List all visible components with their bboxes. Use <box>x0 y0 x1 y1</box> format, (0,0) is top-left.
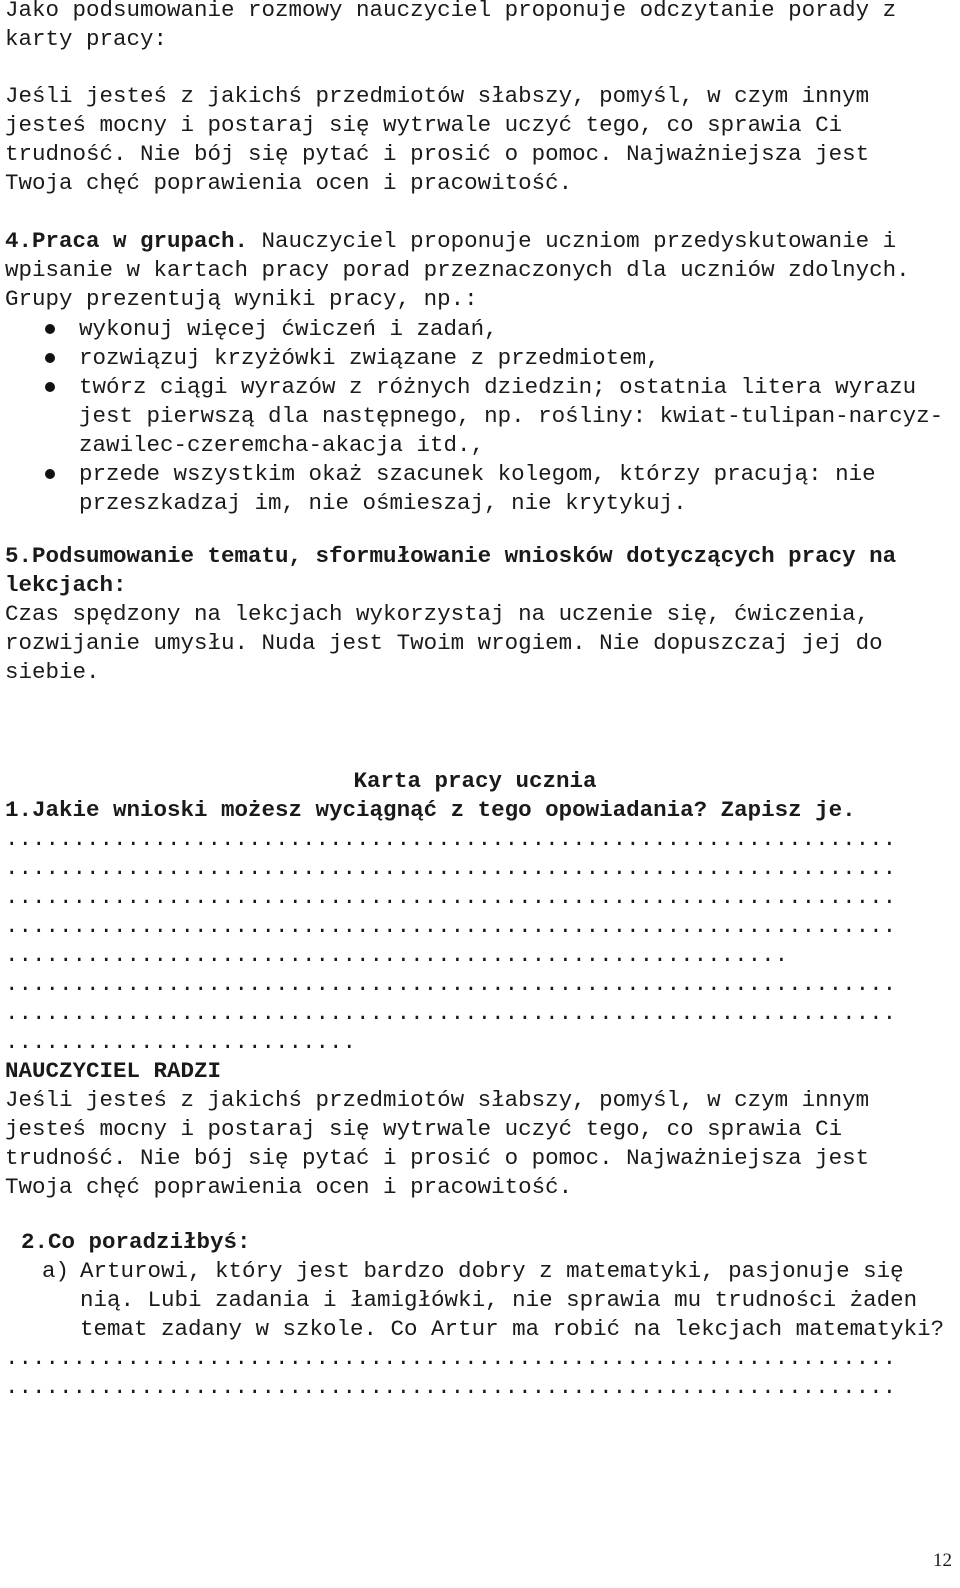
answer-line[interactable]: .................................................................. <box>5 855 897 881</box>
list-item: przede wszystkim okaż szacunek kolegom, którzy pracują: nie przeszkadzaj im, nie ośmieszaj, nie krytykuj. <box>5 460 945 518</box>
list-item: twórz ciągi wyrazów z różnych dziedzin; ostatnia litera wyrazu jest pierwszą dla następnego, np. rośliny: kwiat-tulipan-narcyz-zawilec-czeremcha-akacja itd., <box>5 373 945 460</box>
bullet-icon <box>45 382 55 392</box>
answer-line[interactable]: .................................................................. <box>5 913 897 939</box>
answer-lines-q1 <box>5 825 945 1057</box>
document-page <box>5 0 945 1402</box>
answer-line[interactable]: .................................................................. <box>5 884 897 910</box>
advice-list <box>5 315 945 518</box>
section-4-paragraph <box>5 227 945 314</box>
section-5-text: Czas spędzony na lekcjach wykorzystaj na uczenie się, ćwiczenia, rozwijanie umysłu. Nuda jest Twoim wrogiem. Nie dopuszczaj jej do siebie. <box>5 601 897 685</box>
answer-line[interactable]: .................................................................. <box>5 971 897 997</box>
answer-lines-q2a <box>5 1344 945 1402</box>
list-item: rozwiązuj krzyżówki związane z przedmiotem, <box>5 344 945 373</box>
answer-line[interactable]: .................................................................. <box>5 1374 897 1400</box>
page-number: 12 <box>933 1550 952 1571</box>
question-2a-label: a) <box>42 1258 70 1284</box>
intro-advice: Jeśli jesteś z jakichś przedmiotów słabszy, pomyśl, w czym innym jesteś mocny i postaraj się wytrwale uczyć tego, co sprawia Ci trudność. Nie bój się pytać i prosić o pomoc. Najważniejsza jest Twoja chęć poprawienia ocen i pracowitość. <box>5 83 883 196</box>
answer-line[interactable]: .................................................................. <box>5 1000 897 1026</box>
bullet-icon <box>45 353 55 363</box>
bullet-icon <box>45 469 55 479</box>
question-2: 2.Co poradziłbyś: <box>21 1229 251 1255</box>
bullet-icon <box>45 324 55 334</box>
intro-line: Jako podsumowanie rozmowy nauczyciel proponuje odczytanie porady z karty pracy: <box>5 0 910 52</box>
worksheet-title: Karta pracy ucznia <box>353 768 597 794</box>
section-4-text: Nauczyciel proponuje uczniom przedyskutowanie i wpisanie w kartach pracy porad przeznaczonych dla uczniów zdolnych. Grupy prezentują wyniki pracy, np.: <box>5 228 924 312</box>
question-1: 1.Jakie wnioski możesz wyciągnąć z tego opowiadania? Zapisz je. <box>5 797 856 823</box>
answer-line[interactable]: .................................................................. <box>5 826 897 852</box>
section-4-heading: 4.Praca w grupach. <box>5 228 249 254</box>
section-5-heading: 5.Podsumowanie tematu, sformułowanie wniosków dotyczących pracy na lekcjach: <box>5 543 910 598</box>
teacher-advice-heading: NAUCZYCIEL RADZI <box>5 1058 222 1084</box>
list-item: wykonuj więcej ćwiczeń i zadań, <box>5 315 945 344</box>
answer-line[interactable]: .......................................................... <box>5 942 789 968</box>
teacher-advice-text: Jeśli jesteś z jakichś przedmiotów słabszy, pomyśl, w czym innym jesteś mocny i postaraj się wytrwale uczyć tego, co sprawia Ci trudność. Nie bój się pytać i prosić o pomoc. Najważniejsza jest Twoja chęć poprawienia ocen i pracowitość. <box>5 1087 883 1200</box>
question-2a <box>5 1257 945 1344</box>
question-2a-text: Arturowi, który jest bardzo dobry z matematyki, pasjonuje się nią. Lubi zadania i łamigłówki, nie sprawia mu trudności żaden temat zadany w szkole. Co Artur ma robić na lekcjach matematyki? <box>80 1258 945 1342</box>
answer-line[interactable]: .......................... <box>5 1029 357 1055</box>
answer-line[interactable]: .................................................................. <box>5 1345 897 1371</box>
